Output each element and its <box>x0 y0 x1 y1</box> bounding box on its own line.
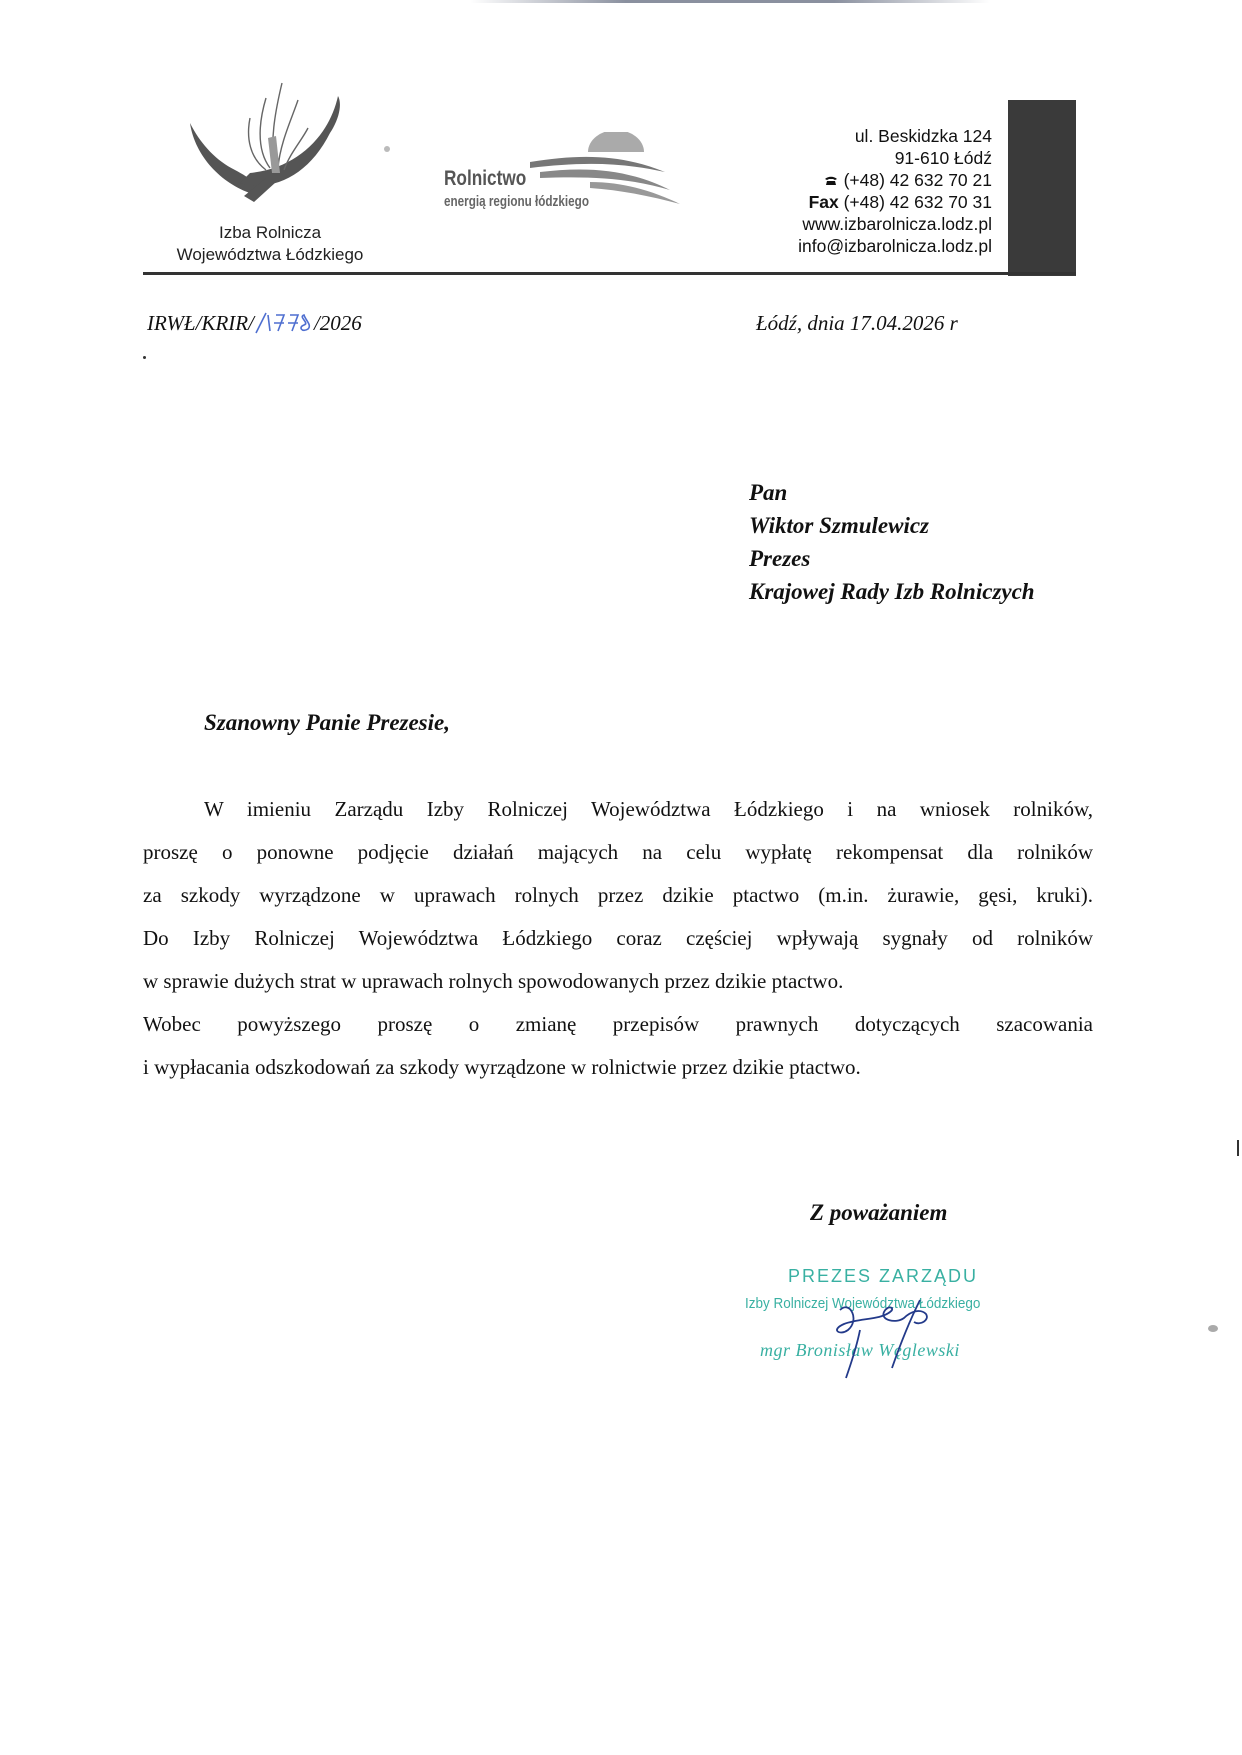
body-line: W imieniu Zarządu Izby Rolniczej Województwa Łódzkiego i na wniosek rolników, <box>204 797 1093 821</box>
reference-prefix: IRWŁ/KRIR/ <box>147 311 254 335</box>
organization-name-line1: Izba Rolnicza <box>218 223 322 242</box>
stamp-title: PREZES ZARZĄDU <box>788 1266 979 1286</box>
stamp-name: mgr Bronisław Węglewski <box>760 1340 960 1360</box>
date-line: Łódź, dnia 17.04.2026 r <box>756 311 958 335</box>
address-city: 91-610 Łódź <box>894 148 992 168</box>
letterhead-dark-block <box>1008 100 1076 276</box>
campaign-subtitle: energią regionu łódzkiego <box>444 193 589 210</box>
recipient-line1: Pan <box>749 480 788 505</box>
letter-body <box>143 788 1093 1089</box>
speck <box>1208 1325 1218 1332</box>
fax-number: (+48) 42 632 70 31 <box>843 192 992 212</box>
recipient-line3: Prezes <box>749 546 811 571</box>
recipient-block <box>749 476 1035 608</box>
reference-suffix: /2026 <box>313 311 362 335</box>
campaign-title: Rolnictwo <box>444 167 527 190</box>
organization-name-line2: Województwa Łódzkiego <box>176 245 364 264</box>
website: www.izbarolnicza.lodz.pl <box>802 214 992 234</box>
body-line: i wypłacania odszkodowań za szkody wyrządzone w rolnictwie przez dzikie ptactwo. <box>143 1055 861 1079</box>
body-line: Do Izby Rolniczej Województwa Łódzkiego coraz częściej wpływają sygnały od rolników <box>143 926 1093 950</box>
body-line: w sprawie dużych strat w uprawach rolnych spowodowanych przez dzikie ptactwo. <box>143 969 844 993</box>
fax-label: Fax <box>808 192 839 212</box>
contact-block <box>798 125 992 257</box>
email: info@izbarolnicza.lodz.pl <box>798 236 992 256</box>
izba-rolnicza-logo-icon <box>180 78 360 218</box>
salutation: Szanowny Panie Prezesie, <box>204 710 450 735</box>
scan-mark <box>1237 1140 1239 1156</box>
recipient-line2: Wiktor Szmulewicz <box>749 513 929 538</box>
recipient-line4: Krajowej Rady Izb Rolniczych <box>749 579 1035 604</box>
speck <box>143 356 146 359</box>
header-divider <box>143 272 1076 275</box>
scan-edge <box>470 0 990 3</box>
handwritten-number <box>254 311 314 335</box>
phone-number: (+48) 42 632 70 21 <box>843 170 992 190</box>
signature-icon <box>800 1290 960 1380</box>
phone-line <box>798 169 992 191</box>
reference-number <box>147 311 362 336</box>
address-street: ul. Beskidzka 124 <box>854 126 992 146</box>
phone-icon <box>824 176 838 186</box>
organization-name <box>150 222 390 266</box>
fax-line <box>798 191 992 213</box>
body-line: za szkody wyrządzone w uprawach rolnych przez dzikie ptactwo (m.in. żurawie, gęsi, kruki). <box>143 883 1093 907</box>
speck <box>384 146 390 152</box>
stamp-organization: Izby Rolniczej Województwa Łódzkiego <box>745 1295 981 1312</box>
closing: Z poważaniem <box>810 1200 948 1225</box>
handwritten-number-text: 178 <box>253 311 256 312</box>
body-line: Wobec powyższego proszę o zmianę przepisów prawnych dotyczących szacowania <box>143 1012 1093 1036</box>
body-line: proszę o ponowne podjęcie działań mających na celu wypłatę rekompensat dla rolników <box>143 840 1093 864</box>
